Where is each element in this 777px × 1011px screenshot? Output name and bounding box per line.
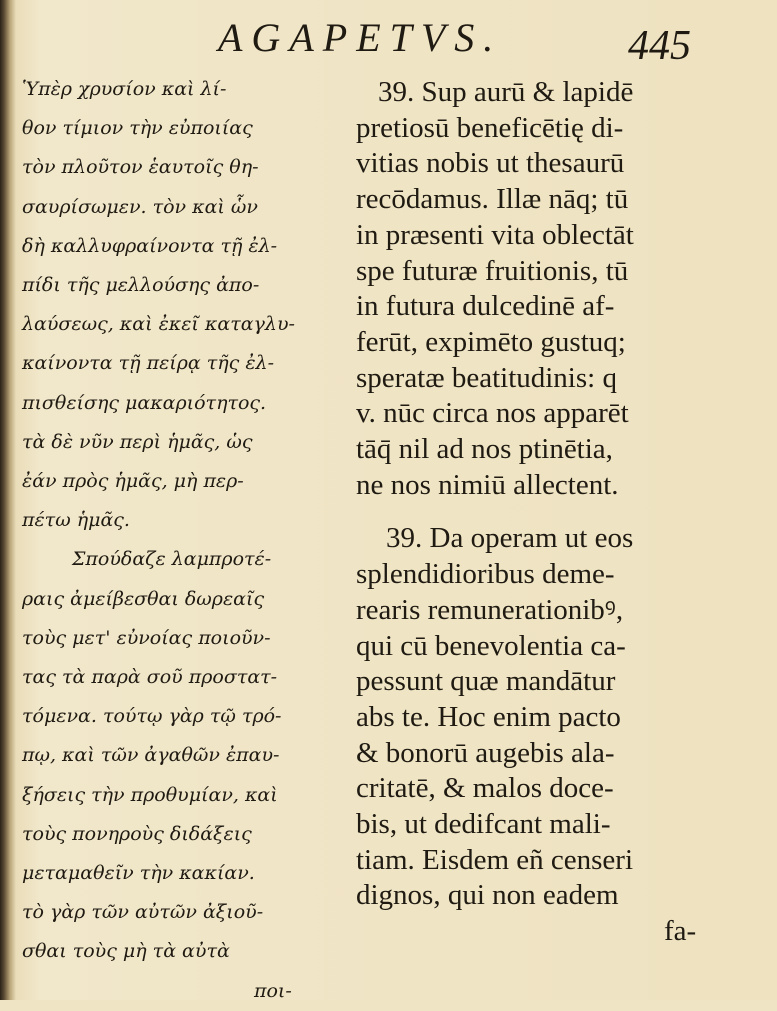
greek-column — [22, 70, 340, 1011]
latin-line: recōdamus. Illæ nāq; tū — [356, 183, 629, 216]
greek-catchword: ποι- — [254, 979, 292, 1002]
latin-column — [356, 75, 756, 950]
latin-line: tāq̄ nil ad nos ptinētia, — [356, 433, 613, 466]
latin-line: rearis remunerationibꝰ, — [356, 593, 624, 626]
greek-line: πίδι τῆς μελλούσης ἀπο- — [22, 274, 260, 297]
latin-line: critatē, & malos doce- — [356, 772, 614, 805]
greek-line: τὸν πλοῦτον ἑαυτοῖς θη- — [22, 156, 259, 179]
latin-line: 39. Sup aurū & lapidē — [378, 76, 634, 108]
greek-line: λαύσεως, καὶ ἐκεῖ καταγλυ- — [22, 313, 295, 336]
greek-line: σαυρίσωμεν. τὸν καὶ ὧν — [22, 195, 258, 218]
latin-line: tiam. Eisdem eñ censeri — [356, 843, 634, 876]
greek-line: ραις ἀμείβεσθαι δωρεαῖς — [22, 587, 265, 610]
greek-line: ξήσεις τὴν προθυμίαν, καὶ — [22, 783, 278, 806]
latin-line: in futura dulcedinē af- — [356, 290, 615, 323]
page-number: 445 — [628, 23, 691, 69]
latin-line: v. nūc circa nos apparēt — [356, 397, 629, 430]
greek-line: δὴ καλλυφραίνοντα τῇ ἐλ- — [22, 234, 278, 257]
greek-line: πῳ, καὶ τῶν ἀγαθῶν ἐπαυ- — [22, 744, 280, 767]
latin-line: dignos, qui non eadem — [356, 879, 619, 912]
greek-line: σθαι τοὺς μὴ τὰ αὐτὰ — [22, 940, 230, 963]
greek-line: τὰ δὲ νῦν περὶ ἡμᾶς, ὡς — [22, 430, 253, 453]
greek-line: καίνοντα τῇ πείρᾳ τῆς ἐλ- — [22, 352, 275, 375]
paragraph-gap — [356, 503, 756, 521]
latin-line: qui cū benevolentia ca- — [356, 629, 626, 662]
greek-line: Σπούδαζε λαμπροτέ- — [72, 548, 272, 571]
latin-line: splendidioribus deme- — [356, 558, 615, 591]
latin-line: spe futuræ fruitionis, tū — [356, 254, 629, 287]
latin-catchword: fa- — [664, 915, 697, 948]
binding-gutter — [0, 0, 16, 1000]
latin-line: 39. Da operam ut eos — [386, 522, 634, 555]
latin-line: pessunt quæ mandātur — [356, 665, 616, 698]
latin-line: abs te. Hoc enim pacto — [356, 700, 621, 733]
greek-line: τοὺς μετ' εὐνοίας ποιοῦν- — [22, 626, 271, 649]
latin-line: ne nos nimiū allectent. — [356, 468, 619, 501]
latin-line: bis, ut dedifcant mali- — [356, 808, 611, 841]
latin-line: speratæ beatitudinis: q — [356, 361, 617, 394]
greek-line: θον τίμιον τὴν εὐποιίας — [22, 117, 253, 140]
greek-line: Ὑπὲρ χρυσίον καὶ λί- — [22, 78, 227, 100]
latin-line: ferūt, expimēto gustuq; — [356, 325, 626, 358]
greek-line: μεταμαθεῖν τὴν κακίαν. — [22, 862, 255, 885]
greek-line: τοὺς πονηροὺς διδάξεις — [22, 822, 252, 845]
greek-line: πέτω ἡμᾶς. — [22, 509, 130, 532]
greek-line: τόμενα. τούτῳ γὰρ τῷ τρό- — [22, 705, 282, 728]
latin-line: pretiosū beneficētię di- — [356, 111, 624, 144]
latin-line: vitias nobis ut thesaurū — [356, 147, 625, 180]
running-title: AGAPETVS. — [218, 15, 503, 60]
latin-line: in præsenti vita oblectāt — [356, 218, 634, 251]
greek-line: ἐάν πρὸς ἡμᾶς, μὴ περ- — [22, 470, 244, 493]
greek-line: τὸ γὰρ τῶν αὐτῶν ἀξιοῦ- — [22, 901, 264, 924]
greek-line: τας τὰ παρὰ σοῦ προστατ- — [22, 666, 278, 689]
greek-line: πισθείσης μακαριότητος. — [22, 391, 267, 414]
latin-line: & bonorū augebis ala- — [356, 736, 615, 769]
